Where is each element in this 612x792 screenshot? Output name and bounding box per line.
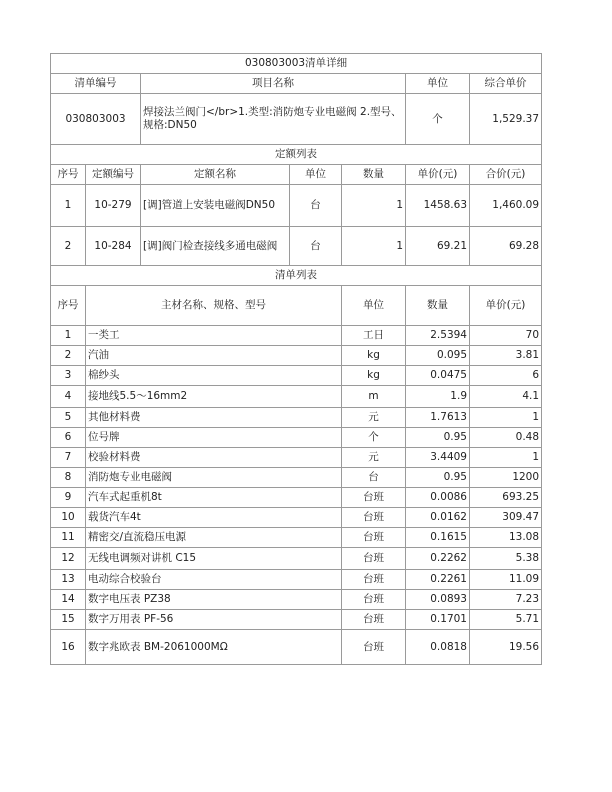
material-qty: 0.1701 bbox=[406, 610, 470, 630]
materials-header-seq: 序号 bbox=[51, 286, 86, 326]
material-qty: 0.95 bbox=[406, 468, 470, 488]
material-unit: 台 bbox=[342, 468, 406, 488]
material-unit: 台班 bbox=[342, 610, 406, 630]
materials-header-name: 主材名称、规格、型号 bbox=[86, 286, 342, 326]
material-unit: 台班 bbox=[342, 570, 406, 590]
material-seq: 16 bbox=[51, 630, 86, 665]
quota-name: [调]阀门检查接线多通电磁阀 bbox=[141, 227, 290, 266]
quota-code: 10-284 bbox=[86, 227, 141, 266]
material-price: 4.1 bbox=[470, 386, 542, 408]
material-unit: 个 bbox=[342, 428, 406, 448]
material-row bbox=[51, 610, 542, 630]
material-qty: 0.95 bbox=[406, 428, 470, 448]
material-qty: 0.0818 bbox=[406, 630, 470, 665]
material-price: 1200 bbox=[470, 468, 542, 488]
material-qty: 0.2262 bbox=[406, 548, 470, 570]
quota-seq: 2 bbox=[51, 227, 86, 266]
material-price: 7.23 bbox=[470, 590, 542, 610]
material-price: 5.38 bbox=[470, 548, 542, 570]
material-unit: 台班 bbox=[342, 508, 406, 528]
material-row bbox=[51, 346, 542, 366]
material-price: 11.09 bbox=[470, 570, 542, 590]
material-name: 精密交/直流稳压电源 bbox=[86, 528, 342, 548]
quota-unit: 台 bbox=[290, 185, 342, 227]
material-name: 汽油 bbox=[86, 346, 342, 366]
material-qty: 3.4409 bbox=[406, 448, 470, 468]
material-name: 数字电压表 PZ38 bbox=[86, 590, 342, 610]
summary-price: 1,529.37 bbox=[470, 94, 542, 145]
material-qty: 0.095 bbox=[406, 346, 470, 366]
material-unit: kg bbox=[342, 346, 406, 366]
material-seq: 9 bbox=[51, 488, 86, 508]
quota-header-qty: 数量 bbox=[342, 165, 406, 185]
materials-header-unit: 单位 bbox=[342, 286, 406, 326]
material-name: 位号牌 bbox=[86, 428, 342, 448]
material-row bbox=[51, 590, 542, 610]
material-name: 电动综合校验台 bbox=[86, 570, 342, 590]
material-name: 无线电调频对讲机 C15 bbox=[86, 548, 342, 570]
quota-qty: 1 bbox=[342, 185, 406, 227]
material-name: 棉纱头 bbox=[86, 366, 342, 386]
material-seq: 11 bbox=[51, 528, 86, 548]
material-seq: 5 bbox=[51, 408, 86, 428]
material-name: 载货汽车4t bbox=[86, 508, 342, 528]
material-price: 1 bbox=[470, 448, 542, 468]
material-name: 一类工 bbox=[86, 326, 342, 346]
material-qty: 0.2261 bbox=[406, 570, 470, 590]
material-qty: 2.5394 bbox=[406, 326, 470, 346]
material-seq: 2 bbox=[51, 346, 86, 366]
material-seq: 10 bbox=[51, 508, 86, 528]
material-price: 6 bbox=[470, 366, 542, 386]
material-unit: m bbox=[342, 386, 406, 408]
material-qty: 0.0086 bbox=[406, 488, 470, 508]
quota-header-row bbox=[51, 165, 542, 185]
quota-qty: 1 bbox=[342, 227, 406, 266]
quota-header-total: 合价(元) bbox=[470, 165, 542, 185]
material-seq: 8 bbox=[51, 468, 86, 488]
summary-unit: 个 bbox=[406, 94, 470, 145]
summary-header-price: 综合单价 bbox=[470, 74, 542, 94]
material-price: 3.81 bbox=[470, 346, 542, 366]
summary-row bbox=[51, 94, 542, 145]
quota-header-code: 定额编号 bbox=[86, 165, 141, 185]
material-unit: 工日 bbox=[342, 326, 406, 346]
material-price: 309.47 bbox=[470, 508, 542, 528]
material-name: 其他材料费 bbox=[86, 408, 342, 428]
material-unit: 台班 bbox=[342, 548, 406, 570]
quota-header-name: 定额名称 bbox=[141, 165, 290, 185]
quota-total: 1,460.09 bbox=[470, 185, 542, 227]
quota-row bbox=[51, 185, 542, 227]
quota-seq: 1 bbox=[51, 185, 86, 227]
material-unit: kg bbox=[342, 366, 406, 386]
material-qty: 1.9 bbox=[406, 386, 470, 408]
quota-code: 10-279 bbox=[86, 185, 141, 227]
materials-header-price: 单价(元) bbox=[470, 286, 542, 326]
material-row bbox=[51, 528, 542, 548]
quota-total: 69.28 bbox=[470, 227, 542, 266]
quota-section-title: 定额列表 bbox=[51, 145, 542, 165]
material-unit: 台班 bbox=[342, 590, 406, 610]
material-seq: 15 bbox=[51, 610, 86, 630]
quota-price: 69.21 bbox=[406, 227, 470, 266]
quota-row bbox=[51, 227, 542, 266]
material-name: 接地线5.5～16mm2 bbox=[86, 386, 342, 408]
material-qty: 0.0162 bbox=[406, 508, 470, 528]
material-row bbox=[51, 366, 542, 386]
material-name: 数字万用表 PF-56 bbox=[86, 610, 342, 630]
material-unit: 台班 bbox=[342, 488, 406, 508]
material-seq: 4 bbox=[51, 386, 86, 408]
material-seq: 6 bbox=[51, 428, 86, 448]
quota-price: 1458.63 bbox=[406, 185, 470, 227]
material-unit: 元 bbox=[342, 408, 406, 428]
material-row bbox=[51, 570, 542, 590]
quota-unit: 台 bbox=[290, 227, 342, 266]
quota-name: [调]管道上安装电磁阀DN50 bbox=[141, 185, 290, 227]
material-seq: 14 bbox=[51, 590, 86, 610]
material-row bbox=[51, 408, 542, 428]
material-row bbox=[51, 488, 542, 508]
material-row bbox=[51, 630, 542, 665]
material-price: 70 bbox=[470, 326, 542, 346]
material-seq: 1 bbox=[51, 326, 86, 346]
material-row bbox=[51, 548, 542, 570]
quota-header-seq: 序号 bbox=[51, 165, 86, 185]
bill-detail-table bbox=[50, 53, 542, 665]
material-qty: 0.0893 bbox=[406, 590, 470, 610]
summary-header-row bbox=[51, 74, 542, 94]
materials-header-row bbox=[51, 286, 542, 326]
material-price: 0.48 bbox=[470, 428, 542, 448]
material-price: 693.25 bbox=[470, 488, 542, 508]
material-row bbox=[51, 326, 542, 346]
material-seq: 13 bbox=[51, 570, 86, 590]
material-price: 5.71 bbox=[470, 610, 542, 630]
material-seq: 12 bbox=[51, 548, 86, 570]
material-row bbox=[51, 448, 542, 468]
material-qty: 0.1615 bbox=[406, 528, 470, 548]
material-qty: 1.7613 bbox=[406, 408, 470, 428]
material-name: 数字兆欧表 BM-2061000MΩ bbox=[86, 630, 342, 665]
summary-header-name: 项目名称 bbox=[141, 74, 406, 94]
material-name: 校验材料费 bbox=[86, 448, 342, 468]
materials-section-title: 清单列表 bbox=[51, 266, 542, 286]
material-row bbox=[51, 386, 542, 408]
materials-header-qty: 数量 bbox=[406, 286, 470, 326]
material-seq: 3 bbox=[51, 366, 86, 386]
material-unit: 元 bbox=[342, 448, 406, 468]
material-price: 19.56 bbox=[470, 630, 542, 665]
material-qty: 0.0475 bbox=[406, 366, 470, 386]
material-row bbox=[51, 508, 542, 528]
summary-name: 焊接法兰阀门</br>1.类型:消防炮专业电磁阀 2.型号、规格:DN50 bbox=[141, 94, 406, 145]
material-row bbox=[51, 428, 542, 448]
material-name: 消防炮专业电磁阀 bbox=[86, 468, 342, 488]
quota-header-price: 单价(元) bbox=[406, 165, 470, 185]
material-price: 13.08 bbox=[470, 528, 542, 548]
material-seq: 7 bbox=[51, 448, 86, 468]
material-price: 1 bbox=[470, 408, 542, 428]
summary-code: 030803003 bbox=[51, 94, 141, 145]
summary-header-code: 清单编号 bbox=[51, 74, 141, 94]
material-unit: 台班 bbox=[342, 630, 406, 665]
quota-header-unit: 单位 bbox=[290, 165, 342, 185]
material-unit: 台班 bbox=[342, 528, 406, 548]
material-row bbox=[51, 468, 542, 488]
summary-header-unit: 单位 bbox=[406, 74, 470, 94]
table-title: 030803003清单详细 bbox=[51, 54, 542, 74]
material-name: 汽车式起重机8t bbox=[86, 488, 342, 508]
